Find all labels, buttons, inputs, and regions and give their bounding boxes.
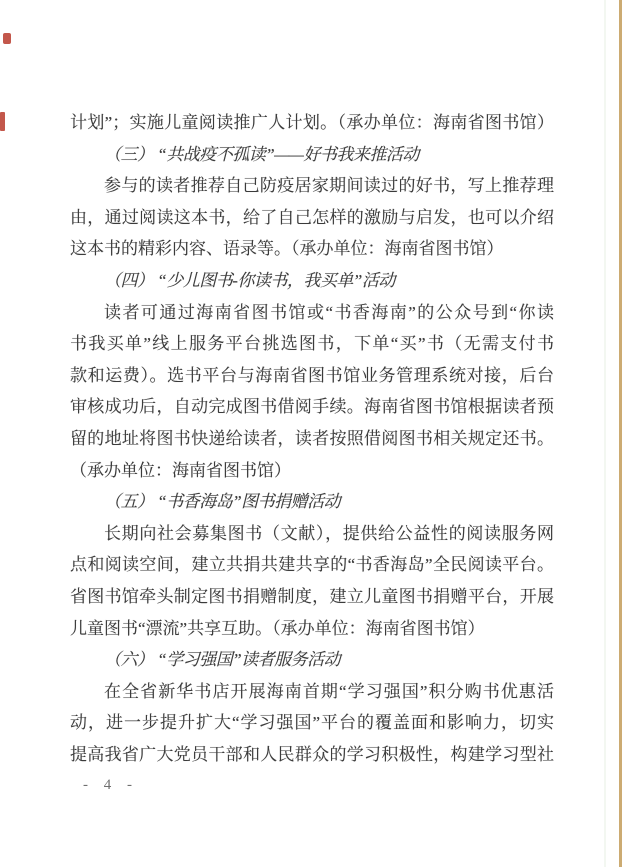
text-line: 读者可通过海南省图书馆或“书香海南”的公众号到“你读 bbox=[104, 302, 554, 322]
page-edge-cream-line bbox=[604, 0, 606, 867]
text-line: 留的地址将图书快递给读者，读者按照借阅图书相关规定还书。 bbox=[70, 428, 554, 448]
section-heading: （五） “书香海岛”图书捐赠活动 bbox=[104, 492, 341, 512]
text-line: 参与的读者推荐自己防疫居家期间读过的好书，写上推荐理 bbox=[104, 176, 554, 196]
text-line: 儿童图书“漂流”共享互助。（承办单位：海南省图书馆） bbox=[70, 618, 485, 638]
text-line: 审核成功后，自动完成图书借阅手续。海南省图书馆根据读者预 bbox=[70, 397, 554, 417]
page-edge-tan-line bbox=[619, 0, 622, 867]
text-line: 动，进一步提升扩大“学习强国”平台的覆盖面和影响力，切实 bbox=[70, 713, 554, 733]
text-line: 这本书的精彩内容、语录等。（承办单位：海南省图书馆） bbox=[70, 239, 504, 259]
text-line: 提高我省广大党员干部和人民群众的学习积极性，构建学习型社 bbox=[70, 744, 554, 764]
text-line: 款和运费）。选书平台与海南省图书馆业务管理系统对接，后台 bbox=[70, 365, 554, 385]
section-heading: （六） “学习强国”读者服务活动 bbox=[104, 650, 341, 670]
scan-speck-left-edge bbox=[0, 112, 5, 131]
text-line: 在全省新华书店开展海南首期“学习强国”积分购书优惠活 bbox=[104, 681, 554, 701]
text-line: （承办单位：海南省图书馆） bbox=[70, 460, 291, 480]
section-heading: （四） “少儿图书-你读书，我买单”活动 bbox=[104, 270, 395, 290]
text-line: 点和阅读空间，建立共捐共建共享的“书香海岛”全民阅读平台。 bbox=[70, 555, 554, 575]
text-line: 书我买单”线上服务平台挑选图书，下单“买”书（无需支付书 bbox=[70, 334, 554, 354]
text-line: 长期向社会募集图书（文献），提供给公益性的阅读服务网 bbox=[104, 523, 554, 543]
text-line: 省图书馆牵头制定图书捐赠制度，建立儿童图书捐赠平台，开展 bbox=[70, 586, 554, 606]
scan-speck-top-left bbox=[3, 33, 11, 44]
section-heading: （三） “共战疫不孤读”——好书我来推活动 bbox=[104, 144, 419, 164]
page-number: - 4 - bbox=[83, 777, 137, 793]
text-line: 计划”；实施儿童阅读推广人计划。（承办单位：海南省图书馆） bbox=[70, 113, 554, 132]
document-body bbox=[70, 107, 554, 770]
text-line: 由，通过阅读这本书，给了自己怎样的激励与启发，也可以介绍 bbox=[70, 207, 554, 227]
